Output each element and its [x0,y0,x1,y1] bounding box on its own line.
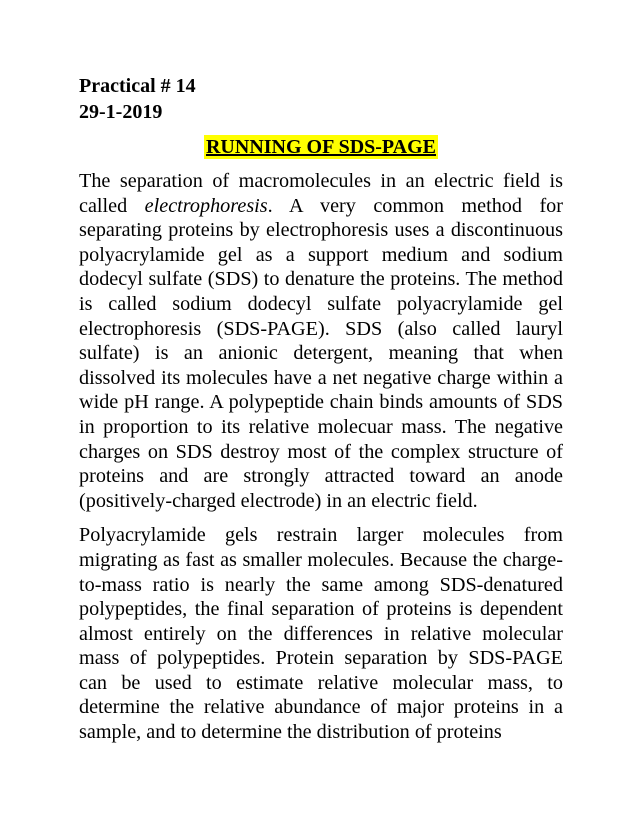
practical-date: 29-1-2019 [79,101,163,123]
paragraph-electrophoresis [79,169,563,513]
paragraph-polyacrylamide-gels: Polyacrylamide gels restrain larger molecules from migrating as fast as smaller molecules. Because the charge-to-mass ratio is nearly the same among SDS-denatured polypeptides, the final separation of proteins is dependent almost entirely on the differences in relative molecular mass of polypeptides. Protein separation by SDS-PAGE can be used to estimate relative molecular mass, to determine the relative abundance of major proteins in a sample, and to determine the distribution of proteins [79,524,563,744]
document-title: RUNNING OF SDS-PAGE [205,136,436,158]
paragraph-1-part-1: The separation of macromolecules in an electric field is called [79,170,563,217]
title-wrap [79,135,563,159]
practical-number: Practical # 14 [79,75,196,97]
paragraph-1-part-2: . A very common method for separating proteins by electrophoresis uses a discontinuous polyacrylamide gel as a support medium and sodium dodecyl sulfate (SDS) to denature the proteins. The method is called sodium dodecyl sulfate polyacrylamide gel electrophoresis (SDS-PAGE). SDS (also called lauryl sulfate) is an anionic detergent, meaning that when dissolved its molecules have a net negative charge within a wide pH range. A polypeptide chain binds amounts of SDS in proportion to its relative molecuar mass. The negative charges on SDS destroy most of the complex structure of proteins and are strongly attracted toward an anode (positively-charged electrode) in an electric field. [79,194,563,512]
term-electrophoresis: electrophoresis [144,194,268,217]
document-page [79,73,563,755]
